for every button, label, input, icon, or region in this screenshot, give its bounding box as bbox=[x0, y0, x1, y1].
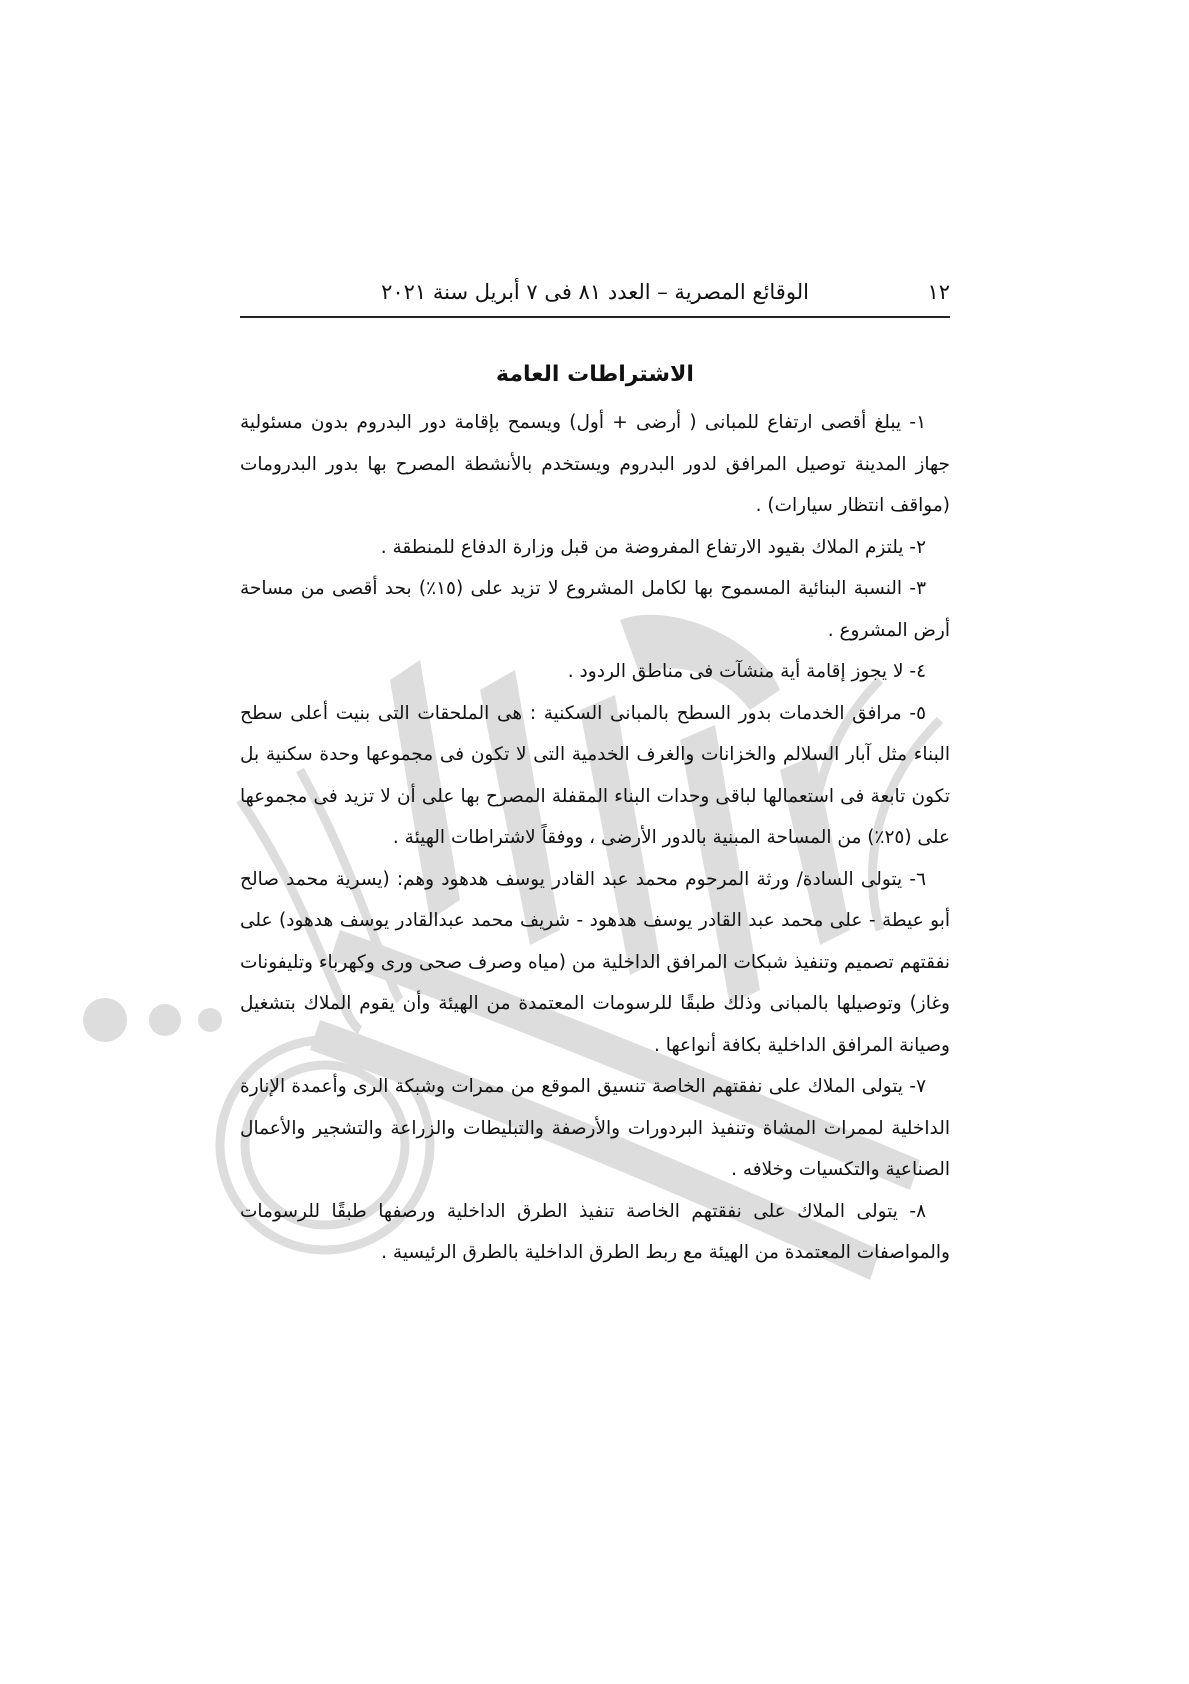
clause-6: ٦- يتولى السادة/ ورثة المرحوم محمد عبد القادر يوسف هدهود وهم: (يسرية محمد صالح أبو عيطة - على محمد عبد القادر يوسف هدهود - شريف محمد عبدالقادر يوسف هدهود) على نفقتهم تصميم وتنفيذ شبكات المرافق الداخلية من (مياه وصرف صحى ورى وكهرباء وتليفونات وغاز) وتوصيلها بالمبانى وذلك طبقًا للرسومات المعتمدة من الهيئة وأن يقوم الملاك بتشغيل وصيانة المرافق الداخلية بكافة أنواعها . bbox=[240, 868, 950, 1056]
section-title: الاشتراطات العامة bbox=[496, 362, 694, 387]
page-number: ١٢ bbox=[927, 280, 950, 304]
clause-4: ٤- لا يجوز إقامة أية منشآت فى مناطق الردود . bbox=[567, 661, 926, 682]
clause-5: ٥- مرافق الخدمات بدور السطح بالمبانى السكنية : هى الملحقات التى بنيت أعلى سطح البناء مثل آبار السلالم والخزانات والغرف الخدمية التى لا تكون فى مجموعها وحدة سكنية بل تكون تابعة فى استعمالها لباقى وحدات البناء المقفلة المصرح بها على أن لا تزيد فى مجموعها على (٢٥٪) من المساحة المبنية بالدور الأرضى ، ووفقاً لاشتراطات الهيئة . bbox=[240, 702, 950, 848]
header-divider bbox=[240, 316, 950, 318]
clause-7: ٧- يتولى الملاك على نفقتهم الخاصة تنسيق الموقع من ممرات وشبكة الرى وأعمدة الإنارة الداخلية لممرات المشاة وتنفيذ البردورات والأرصفة والتبليطات والزراعة والتشجير والأعمال الصناعية والتكسيات وخلافه . bbox=[240, 1076, 950, 1180]
clause-1: ١- يبلغ أقصى ارتفاع للمبانى ( أرضى + أول) ويسمح بإقامة دور البدروم بدون مسئولية جهاز المدينة توصيل المرافق لدور البدروم ويستخدم بالأنشطة المصرح بها بدور البدرومات (مواقف انتظار سيارات) . bbox=[240, 412, 950, 516]
clause-8: ٨- يتولى الملاك على نفقتهم الخاصة تنفيذ الطرق الداخلية ورصفها طبقًا للرسومات والمواصفات المعتمدة من الهيئة مع ربط الطرق الداخلية بالطرق الرئيسية . bbox=[240, 1200, 950, 1263]
gazette-header-title: الوقائع المصرية – العدد ٨١ فى ٧ أبريل سنة ٢٠٢١ bbox=[381, 280, 809, 304]
clause-3: ٣- النسبة البنائية المسموح بها لكامل المشروع لا تزيد على (١٥٪) بحد أقصى من مساحة أرض المشروع . bbox=[240, 578, 950, 641]
page-header bbox=[240, 272, 950, 312]
clause-2: ٢- يلتزم الملاك بقيود الارتفاع المفروضة من قبل وزارة الدفاع للمنطقة . bbox=[380, 536, 926, 558]
document-body bbox=[240, 402, 950, 1274]
